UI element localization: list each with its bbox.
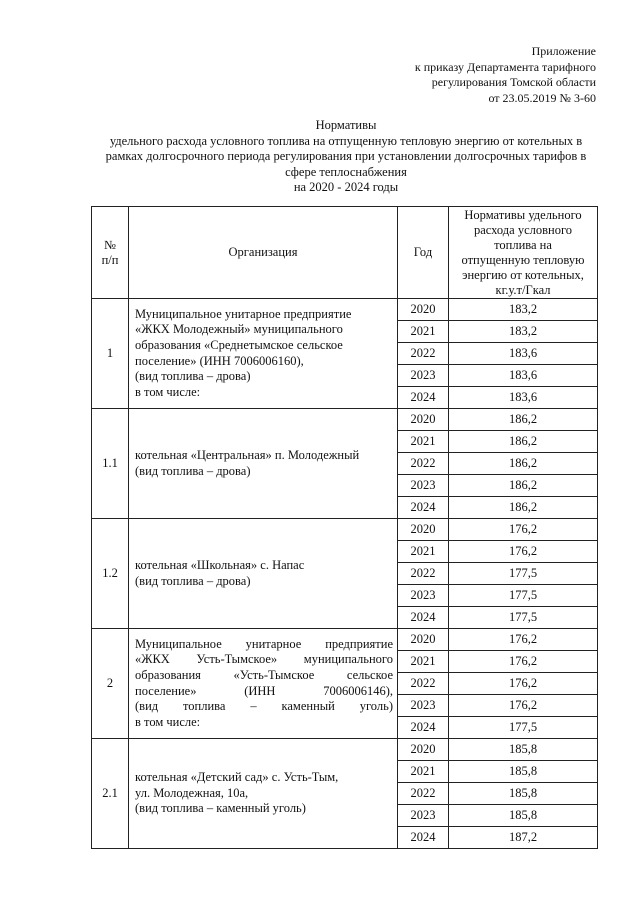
header-year: Год bbox=[398, 207, 449, 299]
norm-value-cell: 186,2 bbox=[449, 431, 598, 453]
table-header-row bbox=[92, 207, 598, 299]
organization-line: образования «Среднетымское сельское bbox=[135, 337, 343, 352]
year-cell: 2021 bbox=[398, 761, 449, 783]
organization-line: поселение» (ИНН 7006006146), bbox=[135, 683, 393, 698]
norm-value-cell: 177,5 bbox=[449, 585, 598, 607]
organization-line: Муниципальное унитарное предприятие bbox=[135, 306, 352, 321]
year-cell: 2023 bbox=[398, 805, 449, 827]
table-row bbox=[92, 299, 598, 321]
organization-line: (вид топлива – дрова) bbox=[135, 573, 251, 588]
norm-value-cell: 183,6 bbox=[449, 365, 598, 387]
organization-line: «ЖКХ Молодежный» муниципального bbox=[135, 322, 343, 337]
organization-line: (вид топлива – дрова) bbox=[135, 369, 251, 384]
norm-value-cell: 183,2 bbox=[449, 299, 598, 321]
appendix-line: Приложение bbox=[531, 44, 596, 58]
year-cell: 2024 bbox=[398, 607, 449, 629]
row-number: 1.1 bbox=[92, 409, 129, 519]
year-cell: 2020 bbox=[398, 299, 449, 321]
year-cell: 2020 bbox=[398, 629, 449, 651]
document-title bbox=[86, 118, 606, 196]
norm-value-cell: 176,2 bbox=[449, 695, 598, 717]
appendix-line: регулирования Томской области bbox=[431, 75, 596, 89]
organization-line: (вид топлива – дрова) bbox=[135, 463, 251, 478]
norm-value-cell: 183,6 bbox=[449, 387, 598, 409]
year-cell: 2022 bbox=[398, 673, 449, 695]
title-line: Нормативы bbox=[315, 118, 377, 132]
norm-value-cell: 183,6 bbox=[449, 343, 598, 365]
organization-cell bbox=[129, 739, 398, 849]
year-cell: 2020 bbox=[398, 519, 449, 541]
table-row bbox=[92, 409, 598, 431]
row-number: 1 bbox=[92, 299, 129, 409]
title-line: сфере теплоснабжения bbox=[285, 164, 407, 179]
appendix-line: от 23.05.2019 № 3-60 bbox=[488, 90, 596, 105]
organization-line: Муниципальное унитарное предприятие bbox=[135, 636, 393, 651]
row-number: 1.2 bbox=[92, 519, 129, 629]
year-cell: 2024 bbox=[398, 717, 449, 739]
header-org: Организация bbox=[129, 207, 398, 299]
organization-cell bbox=[129, 299, 398, 409]
norm-value-cell: 176,2 bbox=[449, 629, 598, 651]
year-cell: 2023 bbox=[398, 365, 449, 387]
organization-cell bbox=[129, 519, 398, 629]
organization-line: котельная «Детский сад» с. Усть-Тым, bbox=[135, 770, 339, 785]
norm-value-cell: 183,2 bbox=[449, 321, 598, 343]
organization-line: котельная «Школьная» с. Напас bbox=[135, 557, 305, 572]
table-row bbox=[92, 629, 598, 651]
year-cell: 2024 bbox=[398, 387, 449, 409]
organization-line: образования «Усть-Тымское сельское bbox=[135, 667, 393, 682]
appendix-line: к приказу Департамента тарифного bbox=[414, 59, 596, 74]
year-cell: 2020 bbox=[398, 739, 449, 761]
norm-value-cell: 186,2 bbox=[449, 453, 598, 475]
row-number: 2 bbox=[92, 629, 129, 739]
norm-value-cell: 186,2 bbox=[449, 409, 598, 431]
appendix-block bbox=[415, 44, 596, 106]
organization-line: поселение» (ИНН 7006006160), bbox=[135, 353, 304, 368]
norm-value-cell: 186,2 bbox=[449, 497, 598, 519]
year-cell: 2020 bbox=[398, 409, 449, 431]
norms-table bbox=[91, 206, 598, 849]
title-line: на 2020 - 2024 годы bbox=[293, 180, 399, 194]
norm-value-cell: 177,5 bbox=[449, 717, 598, 739]
year-cell: 2024 bbox=[398, 497, 449, 519]
organization-cell bbox=[129, 629, 398, 739]
organization-line: в том числе: bbox=[135, 384, 201, 399]
title-line: рамках долгосрочного периода регулирования при установлении долгосрочных тарифов в bbox=[105, 149, 587, 163]
row-number: 2.1 bbox=[92, 739, 129, 849]
table-row bbox=[92, 739, 598, 761]
norm-value-cell: 176,2 bbox=[449, 541, 598, 563]
norm-value-cell: 187,2 bbox=[449, 827, 598, 849]
year-cell: 2021 bbox=[398, 431, 449, 453]
organization-line: (вид топлива – каменный уголь) bbox=[135, 801, 306, 816]
header-num: № п/п bbox=[92, 207, 129, 299]
norm-value-cell: 176,2 bbox=[449, 519, 598, 541]
year-cell: 2023 bbox=[398, 695, 449, 717]
norm-value-cell: 177,5 bbox=[449, 607, 598, 629]
norm-value-cell: 185,8 bbox=[449, 783, 598, 805]
year-cell: 2022 bbox=[398, 783, 449, 805]
title-line: удельного расхода условного топлива на отпущенную тепловую энергию от котельных в bbox=[109, 133, 583, 148]
organization-line: котельная «Центральная» п. Молодежный bbox=[135, 447, 360, 462]
year-cell: 2023 bbox=[398, 475, 449, 497]
year-cell: 2022 bbox=[398, 453, 449, 475]
year-cell: 2024 bbox=[398, 827, 449, 849]
organization-line: ул. Молодежная, 10а, bbox=[135, 785, 249, 800]
norm-value-cell: 185,8 bbox=[449, 805, 598, 827]
organization-line: в том числе: bbox=[135, 714, 201, 729]
table-row bbox=[92, 519, 598, 541]
organization-line: «ЖКХ Усть-Тымское» муниципального bbox=[135, 652, 393, 667]
norm-value-cell: 176,2 bbox=[449, 651, 598, 673]
year-cell: 2022 bbox=[398, 343, 449, 365]
norm-value-cell: 185,8 bbox=[449, 761, 598, 783]
header-norm: Нормативы удельного расхода условного топлива на отпущенную тепловую энергию от котельных, кг.у.т/Гкал bbox=[449, 207, 598, 299]
year-cell: 2021 bbox=[398, 541, 449, 563]
norm-value-cell: 186,2 bbox=[449, 475, 598, 497]
organization-cell bbox=[129, 409, 398, 519]
year-cell: 2023 bbox=[398, 585, 449, 607]
year-cell: 2021 bbox=[398, 321, 449, 343]
table-body bbox=[92, 299, 598, 849]
norm-value-cell: 177,5 bbox=[449, 563, 598, 585]
year-cell: 2022 bbox=[398, 563, 449, 585]
norm-value-cell: 185,8 bbox=[449, 739, 598, 761]
year-cell: 2021 bbox=[398, 651, 449, 673]
organization-line: (вид топлива – каменный уголь) bbox=[135, 699, 393, 714]
norm-value-cell: 176,2 bbox=[449, 673, 598, 695]
